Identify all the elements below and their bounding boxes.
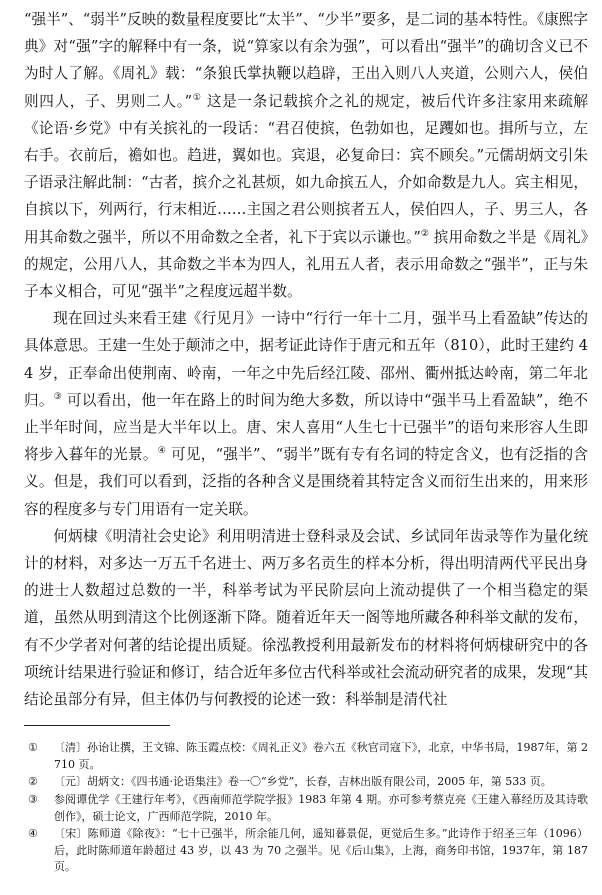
body-text <box>24 6 588 713</box>
footnotes <box>24 740 588 876</box>
footnote-mark: ① <box>28 741 38 755</box>
footnote-ref-2[interactable]: ② <box>420 228 430 239</box>
footnote-3 <box>24 792 588 825</box>
footnote-ref-1[interactable]: ① <box>192 92 202 103</box>
footnote-divider <box>24 725 170 726</box>
text-run: 何炳棣《明清社会史论》利用明清进士登科录及会试、乡试同年齿录等作为量化统计的材料，对多达一万五千名进士、两万多名贡生的样本分析，得出明清两代平民出身的进士人数超过总数的一半，科举考试为平民阶层向上流动提供了一个相当稳定的渠道，虽然从明到清这个比例逐渐下降。随着近年天一阁等地所藏各种科举文献的发布，有不少学者对何著的结论提出质疑。徐泓教授利用最新发布的材料将何炳棣研究中的各项统计结果进行验证和修订，结合近年多位古代科举或社会流动研究者的成果，发现“其结论虽部分有异，但主体仍与何教授的论述一致：科举制是清代社 <box>24 527 588 709</box>
footnote-ref-4[interactable]: ④ <box>157 446 167 457</box>
footnote-text: 参阅谭优学《王建行年考》，《西南师范学院学报》1983 年第 4 期。亦可参考蔡克亮《王建入幕经历及其诗歌创作》，硕士论文，广西师范学院，2010 年。 <box>54 793 588 823</box>
footnote-text: 〔清〕孙诒让撰，王文锦、陈玉霞点校：《周礼正义》卷六五《秋官司寇下》，北京，中华书局，1987年，第 2710 页。 <box>54 741 588 771</box>
footnote-text: 〔宋〕陈师道《除夜》：“七十已强半，所余能几何，遥知暮景促，更觉后生多。”此诗作于绍圣三年（1096）后，此时陈师道年龄超过 43 岁，以 43 为 70 之强半。见《后山集》，上海，商务印书馆，1937年，第 187 页。 <box>54 827 588 874</box>
text-run: 摈用命数之半是《周礼》的规定，公用八人，其命数之半本为四人，礼用五人者，表示用命数之“强半”，正与朱子本义相合，可见“强半”之程度远超半数。 <box>24 228 588 301</box>
paragraph-2 <box>24 305 588 523</box>
footnote-mark: ③ <box>28 793 38 807</box>
text-run: “强半”、“弱半”反映的数量程度要比“太半”、“少半”要多，是二词的基本特性。《康熙字典》对“强”字的解释中有一条，说“算家以有余为强”，可以看出“强半”的确切含义已不为时人了解。《周礼》载：“条狼氏掌执鞭以趋辟，王出入则八人夹道，公则六人，侯伯则四人，子、男则二人。” <box>24 11 588 110</box>
text-run: 可以看出，他一年在路上的时间为绝大多数，所以诗中“强半马上看盈缺”，绝不止半年时间，应当是大半年以上。唐、宋人喜用“人生七十已强半”的语句来形容人生即将步入暮年的光景。 <box>24 391 588 464</box>
footnote-4 <box>24 826 588 876</box>
footnote-mark: ④ <box>28 827 38 841</box>
text-run: 可见，“强半”、“弱半”既有专有名词的特定含义，也有泛指的含义。但是，我们可以看到，泛指的各种含义是围绕着其特定含义而衍生出来的，用来形容的程度多与专门用语有一定关联。 <box>24 446 588 518</box>
footnote-ref-3[interactable]: ③ <box>53 391 63 402</box>
footnote-2 <box>24 774 588 791</box>
paragraph-3 <box>24 523 588 713</box>
paragraph-1 <box>24 6 588 305</box>
footnote-mark: ② <box>28 775 38 789</box>
footnote-text: 〔元〕胡炳文：《四书通·论语集注》卷一〇“乡党”，长春，吉林出版有限公司，2005 年，第 533 页。 <box>54 775 552 789</box>
text-run: 这是一条记载摈介之礼的规定，被后代许多注家用来疏解《论语·乡党》中有关摈礼的一段话：“君召使摈，色勃如也，足躩如也。揖所与立，左右手。衣前后，襜如也。趋进，翼如也。宾退，必复命曰：宾不顾矣。”元儒胡炳文引朱子语录注解此制：“古者，摈介之礼甚烦，如九命摈五人，介如命数是九人。宾主相见，自摈以下，列两行，行末相近……主国之君公则摈者五人，侯伯四人，子、男三人，各用其命数之强半，所以不用命数之全者，礼下于宾以示谦也。” <box>24 92 588 246</box>
footnote-1 <box>24 740 588 773</box>
text-run: 现在回过头来看王建《行见月》一诗中“行行一年十二月，强半马上看盈缺”传达的具体意思。王建一生处于颠沛之中，据考证此诗作于唐元和五年（810），此时王建约 44 岁，正奉命出使荆南、岭南，一年之中先后经江陵、邵州、衢州抵达岭南，第二年北归。 <box>24 310 588 409</box>
